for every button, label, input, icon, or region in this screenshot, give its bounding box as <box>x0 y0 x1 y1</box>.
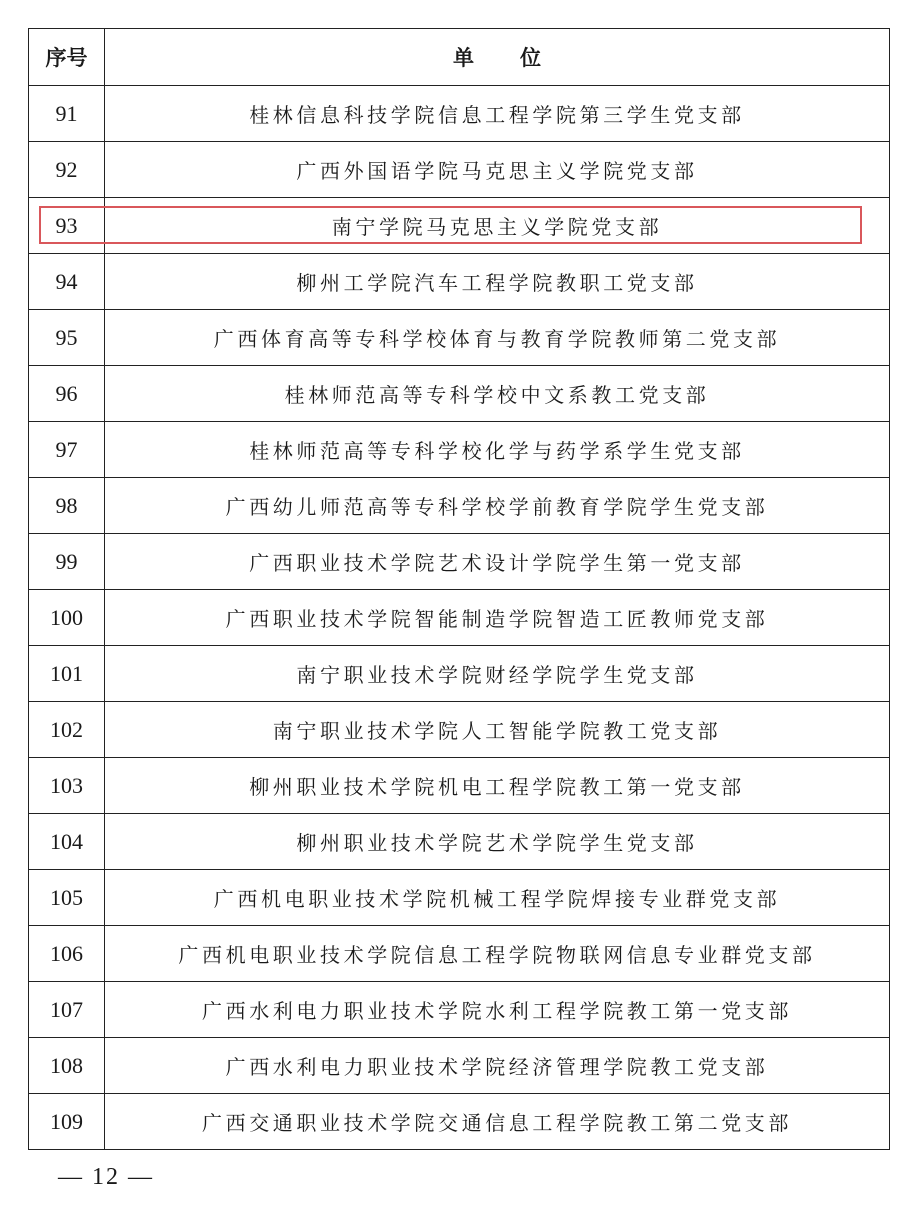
row-unit: 广西职业技术学院智能制造学院智造工匠教师党支部 <box>105 590 890 646</box>
units-table <box>28 28 890 1150</box>
row-no: 105 <box>29 870 105 926</box>
row-no: 95 <box>29 310 105 366</box>
table-row <box>29 758 890 814</box>
table-row <box>29 86 890 142</box>
row-no: 100 <box>29 590 105 646</box>
row-no: 94 <box>29 254 105 310</box>
row-no: 97 <box>29 422 105 478</box>
row-no: 108 <box>29 1038 105 1094</box>
row-no: 92 <box>29 142 105 198</box>
row-unit: 南宁学院马克思主义学院党支部 <box>105 198 890 254</box>
table-row <box>29 590 890 646</box>
row-unit: 南宁职业技术学院财经学院学生党支部 <box>105 646 890 702</box>
table-row <box>29 1038 890 1094</box>
table-row <box>29 254 890 310</box>
table-row <box>29 814 890 870</box>
row-no: 91 <box>29 86 105 142</box>
row-unit: 广西水利电力职业技术学院水利工程学院教工第一党支部 <box>105 982 890 1038</box>
row-unit: 柳州职业技术学院艺术学院学生党支部 <box>105 814 890 870</box>
table-row <box>29 1094 890 1150</box>
header-no: 序号 <box>29 29 105 86</box>
row-no: 104 <box>29 814 105 870</box>
table-header-row <box>29 29 890 86</box>
row-unit: 广西机电职业技术学院机械工程学院焊接专业群党支部 <box>105 870 890 926</box>
header-unit: 单位 <box>105 29 890 86</box>
row-unit: 桂林师范高等专科学校中文系教工党支部 <box>105 366 890 422</box>
table-row <box>29 142 890 198</box>
table-row <box>29 646 890 702</box>
row-no: 102 <box>29 702 105 758</box>
table-row <box>29 366 890 422</box>
row-unit: 柳州工学院汽车工程学院教职工党支部 <box>105 254 890 310</box>
row-no: 107 <box>29 982 105 1038</box>
table-row <box>29 478 890 534</box>
row-no: 99 <box>29 534 105 590</box>
table-row <box>29 422 890 478</box>
page-number: — 12 — <box>58 1164 154 1190</box>
table-row-highlighted <box>29 198 890 254</box>
row-no: 101 <box>29 646 105 702</box>
table-row <box>29 310 890 366</box>
row-no: 98 <box>29 478 105 534</box>
row-unit: 柳州职业技术学院机电工程学院教工第一党支部 <box>105 758 890 814</box>
row-unit: 桂林信息科技学院信息工程学院第三学生党支部 <box>105 86 890 142</box>
table-row <box>29 982 890 1038</box>
row-unit: 桂林师范高等专科学校化学与药学系学生党支部 <box>105 422 890 478</box>
row-no: 96 <box>29 366 105 422</box>
table-row <box>29 534 890 590</box>
row-unit: 广西外国语学院马克思主义学院党支部 <box>105 142 890 198</box>
row-no: 93 <box>29 198 105 254</box>
row-no: 106 <box>29 926 105 982</box>
table-row <box>29 926 890 982</box>
row-unit: 广西幼儿师范高等专科学校学前教育学院学生党支部 <box>105 478 890 534</box>
row-unit: 广西职业技术学院艺术设计学院学生第一党支部 <box>105 534 890 590</box>
row-unit: 广西体育高等专科学校体育与教育学院教师第二党支部 <box>105 310 890 366</box>
row-unit: 广西水利电力职业技术学院经济管理学院教工党支部 <box>105 1038 890 1094</box>
row-no: 109 <box>29 1094 105 1150</box>
row-unit: 南宁职业技术学院人工智能学院教工党支部 <box>105 702 890 758</box>
row-no: 103 <box>29 758 105 814</box>
table-row <box>29 870 890 926</box>
row-unit: 广西交通职业技术学院交通信息工程学院教工第二党支部 <box>105 1094 890 1150</box>
row-unit: 广西机电职业技术学院信息工程学院物联网信息专业群党支部 <box>105 926 890 982</box>
table-row <box>29 702 890 758</box>
